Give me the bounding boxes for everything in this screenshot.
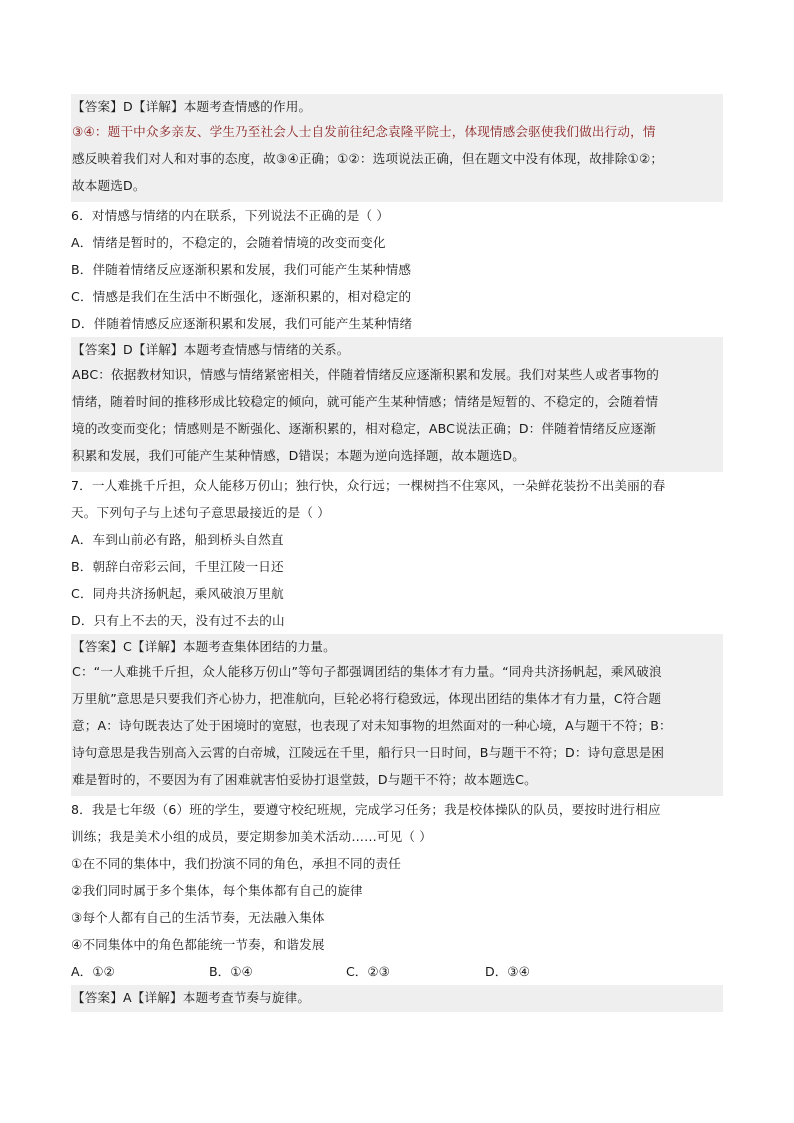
statement-2: ②我们同时属于多个集体，每个集体都有自己的旋律 [71, 883, 363, 898]
option-d: D．③④ [485, 964, 530, 979]
explanation-line: 积累和发展，我们可能产生某种情感，D错误；本题为逆向选择题，故本题选D。 [72, 448, 525, 463]
explanation-line: 万里航”意思是只要我们齐心协力，把准航向，巨轮必将行稳致远，体现出团结的集体才有力量，C符合题 [72, 691, 662, 706]
option-a: A．①② [71, 964, 115, 979]
option-c: C．②③ [346, 964, 390, 979]
explanation-line: ABC：依据教材知识，情感与情绪紧密相关，伴随着情绪反应逐渐积累和发展。我们对某些人或者事物的 [72, 367, 660, 382]
option-a: A．情绪是暂时的，不稳定的，会随着情境的改变而变化 [71, 235, 386, 250]
explanation-line: 难是暂时的，不要因为有了困难就害怕妥协打退堂鼓，D与题干不符；故本题选C。 [72, 772, 537, 787]
option-d: D．只有上不去的天，没有过不去的山 [71, 613, 285, 628]
answer-label-6: 【答案】D【详解】本题考查情感与情绪的关系。 [72, 342, 350, 357]
answer-block-7 [71, 634, 723, 796]
answer-block-5 [71, 94, 723, 202]
answer-label-8: 【答案】A【详解】本题考查节奏与旋律。 [72, 990, 311, 1005]
options-row [71, 958, 723, 985]
option-c: C．情感是我们在生活中不断强化，逐渐积累的，相对稳定的 [71, 289, 412, 304]
answer-block-6 [71, 337, 723, 472]
question-stem: 7．一人难挑千斤担，众人能移万仞山；独行快，众行远；一棵树挡不住寒风，一朵鲜花装扮不出美丽的春 [71, 478, 666, 493]
statement-3: ③每个人都有自己的生活节奏，无法融入集体 [71, 910, 325, 925]
explanation-line: 境的改变而变化；情感则是不断强化、逐渐积累的，相对稳定，ABC说法正确；D：伴随着情绪反应逐渐 [72, 421, 657, 436]
answer-label-7: 【答案】C【详解】本题考查集体团结的力量。 [72, 639, 336, 654]
question-stem: 6．对情感与情绪的内在联系，下列说法不正确的是（ ） [71, 208, 390, 223]
question-7 [71, 472, 723, 634]
question-stem: 训练；我是美术小组的成员，要定期参加美术活动……可见（ ） [71, 829, 432, 844]
question-stem: 天。下列句子与上述句子意思最接近的是（ ） [71, 505, 331, 520]
option-d: D．伴随着情感反应逐渐积累和发展，我们可能产生某种情绪 [71, 316, 413, 331]
question-8 [71, 796, 723, 985]
explanation-line: ③④：题干中众多亲友、学生乃至社会人士自发前往纪念袁隆平院士，体现情感会驱使我们做出行动，情 [72, 124, 656, 139]
document-page [71, 94, 723, 1012]
option-c: C．同舟共济扬帆起，乘风破浪万里航 [71, 586, 284, 601]
statement-4: ④不同集体中的角色都能统一节奏，和谐发展 [71, 937, 325, 952]
option-b: B．伴随着情绪反应逐渐积累和发展，我们可能产生某种情感 [71, 262, 412, 277]
answer-block-8 [71, 985, 723, 1012]
explanation-line: 故本题选D。 [72, 178, 146, 193]
question-6 [71, 202, 723, 337]
explanation-line: 诗句意思是我告别高入云霄的白帝城，江陵远在千里，船行只一日时间，B与题干不符；D：诗句意思是困 [72, 745, 665, 760]
explanation-line: 意；A：诗句既表达了处于困境时的宽慰，也表现了对未知事物的坦然面对的一种心境，A与题干不符；B： [72, 718, 672, 733]
explanation-line: 感反映着我们对人和对事的态度，故③④正确；①②：选项说法正确，但在题文中没有体现，故排除①②； [72, 151, 664, 166]
option-b: B．朝辞白帝彩云间，千里江陵一日还 [71, 559, 284, 574]
option-b: B．①④ [209, 964, 253, 979]
answer-label-5: 【答案】D【详解】本题考查情感的作用。 [72, 99, 312, 114]
explanation-line: C：“一人难挑千斤担，众人能移万仞山”等句子都强调团结的集体才有力量。“同舟共济扬帆起，乘风破浪 [72, 664, 662, 679]
question-stem: 8．我是七年级（6）班的学生，要遵守校纪班规，完成学习任务；我是校体操队的队员，要按时进行相应 [71, 802, 661, 817]
explanation-line: 情绪，随着时间的推移形成比较稳定的倾向，就可能产生某种情感；情绪是短暂的、不稳定的，会随着情 [72, 394, 659, 409]
statement-1: ①在不同的集体中，我们扮演不同的角色，承担不同的责任 [71, 856, 402, 871]
option-a: A．车到山前必有路，船到桥头自然直 [71, 532, 284, 547]
